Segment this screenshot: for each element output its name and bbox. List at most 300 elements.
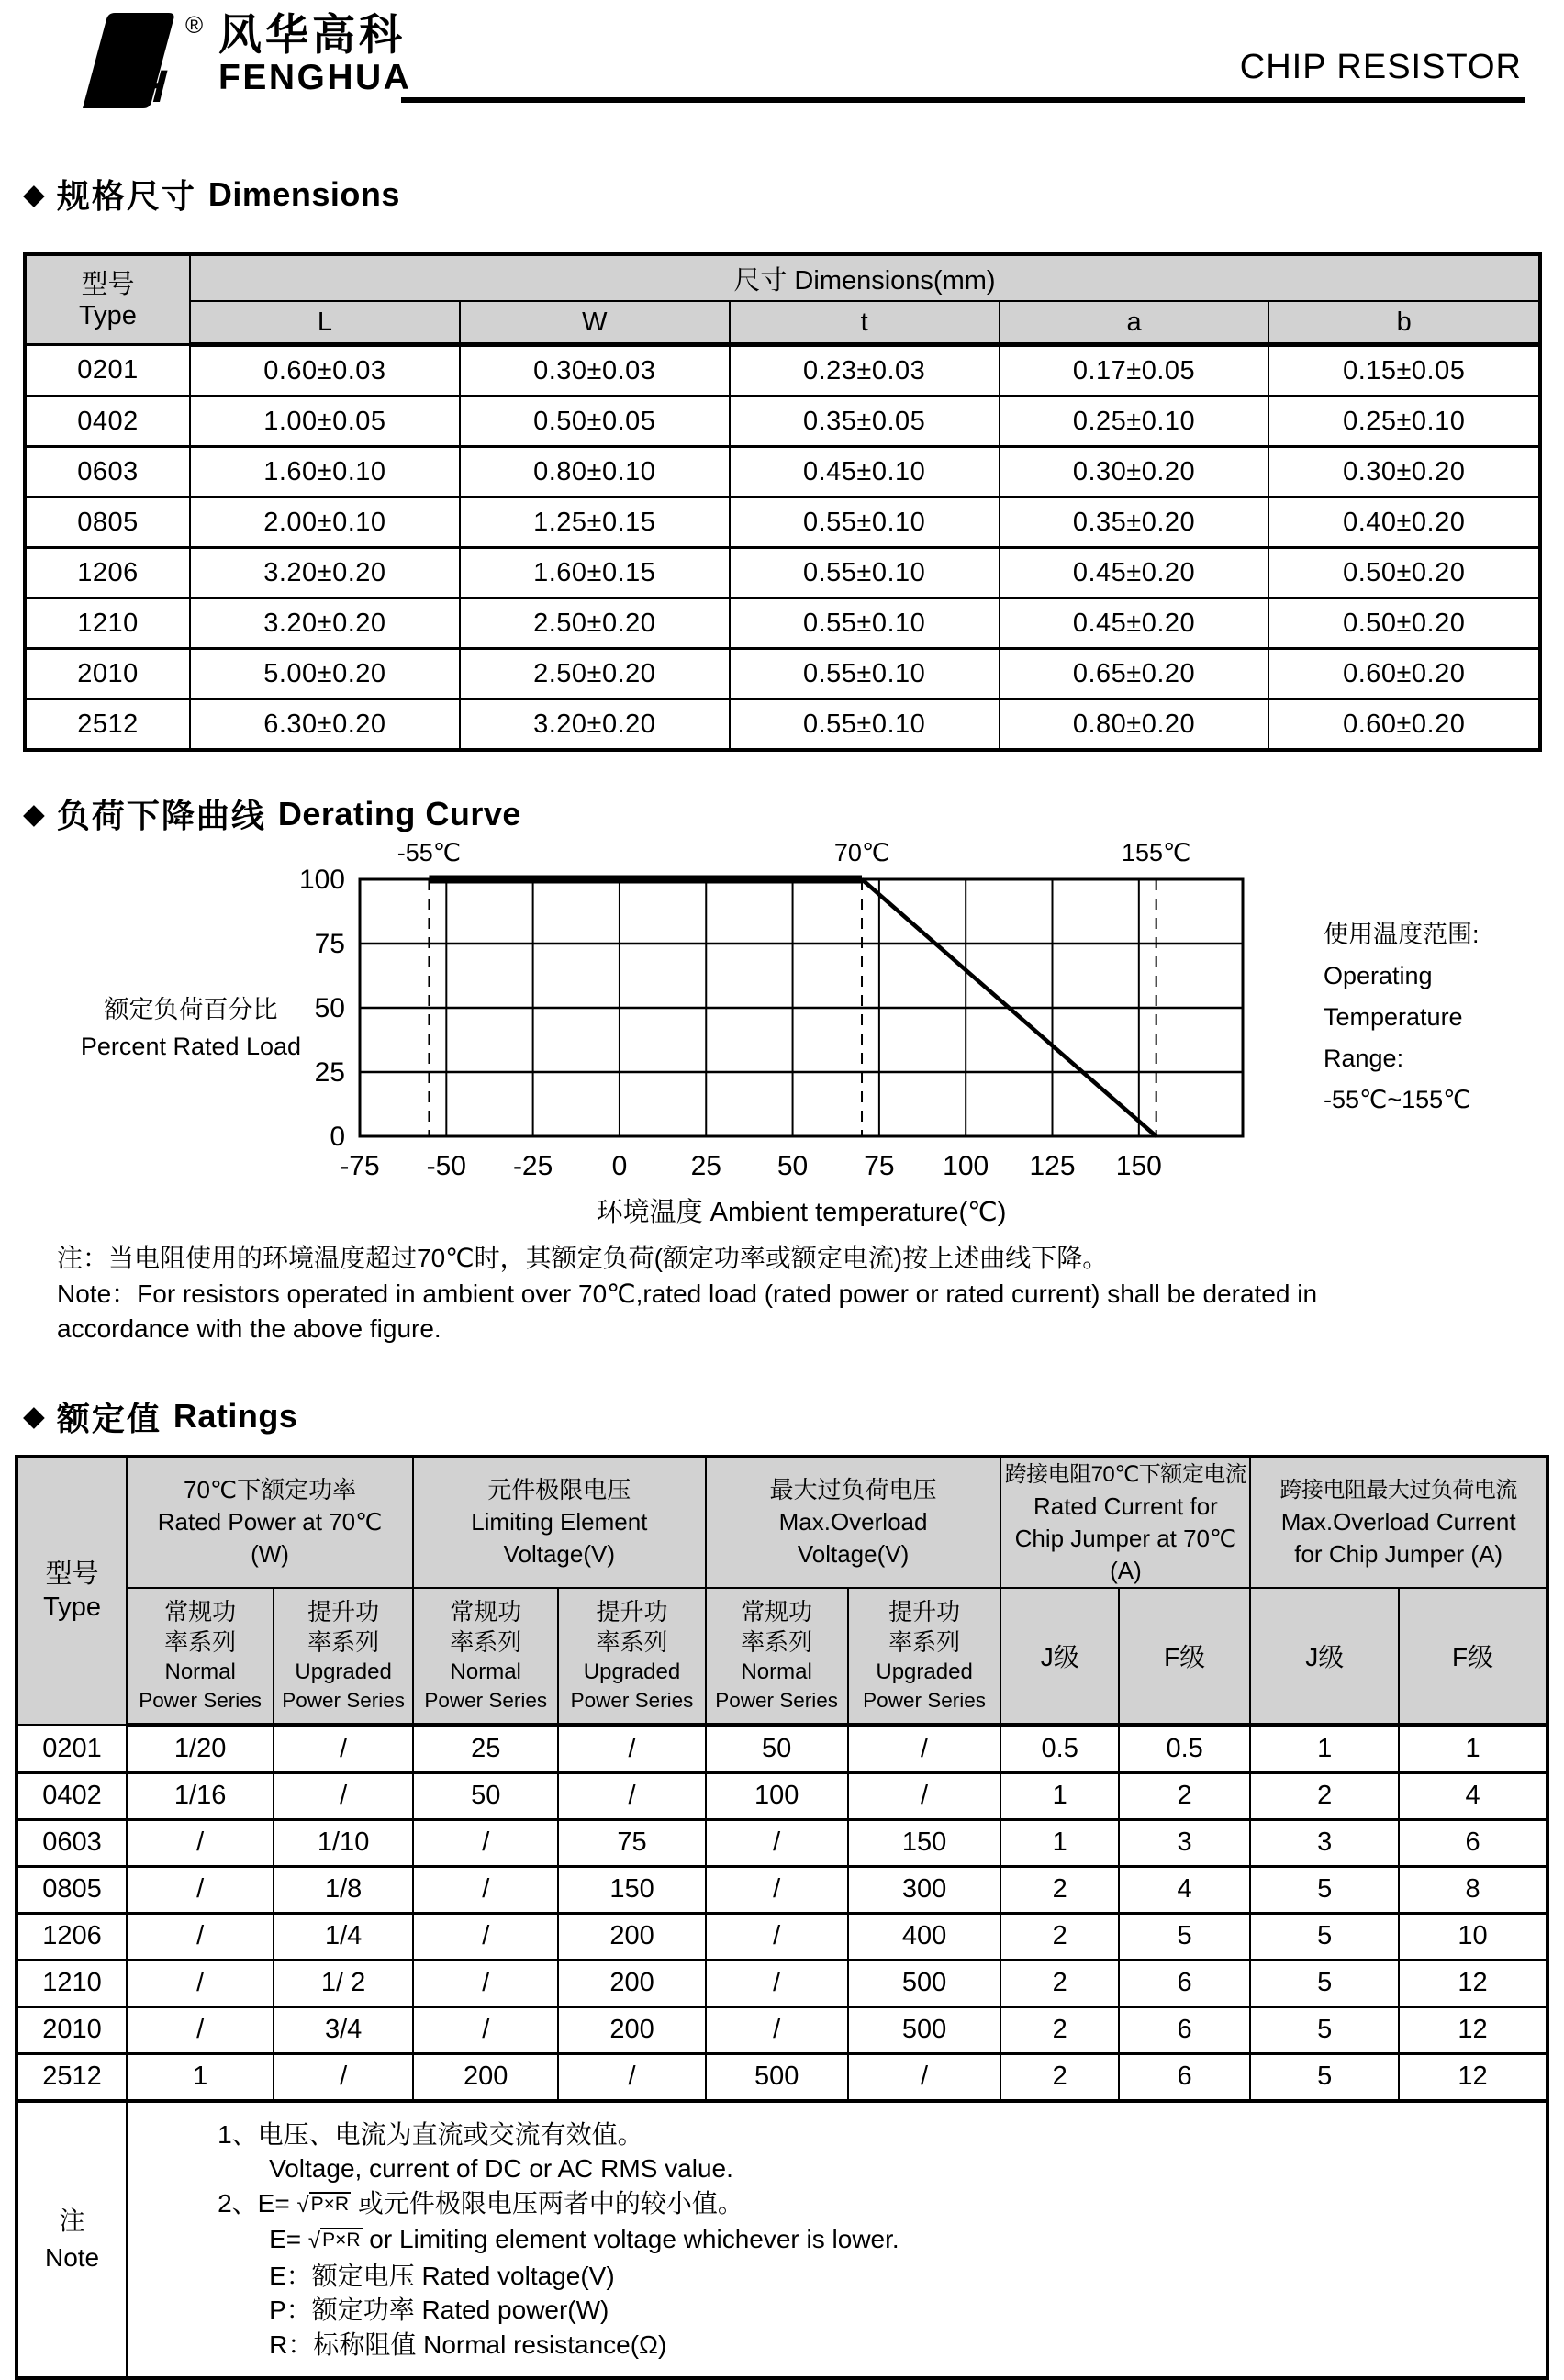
dimension-cell: 0.23±0.03 [730, 345, 1000, 397]
chart-x-axis-title: 环境温度 Ambient temperature(℃) [597, 1197, 1007, 1227]
dimension-cell: 0.50±0.20 [1268, 548, 1540, 598]
dimensions-column-header: a [1000, 301, 1269, 345]
table-row [25, 598, 1540, 649]
rating-cell: 2 [1000, 1866, 1118, 1913]
type-cell: 1210 [25, 598, 190, 649]
group-header-max-overload-voltage [706, 1457, 1001, 1588]
subheader-normal-power-series [413, 1588, 558, 1726]
rating-cell: / [706, 2006, 848, 2053]
chart-y-tick-label: 100 [299, 865, 345, 895]
dimension-cell: 0.65±0.20 [1000, 649, 1269, 699]
rating-cell: 3/4 [274, 2006, 413, 2053]
chart-x-tick-label: 100 [943, 1151, 989, 1181]
note-def-p: P：额定功率 Rated power(W) [218, 2293, 1536, 2328]
group-header-limiting-voltage [413, 1457, 706, 1588]
rating-cell: 1/ 2 [274, 1960, 413, 2006]
rating-cell: / [848, 2053, 1001, 2101]
diamond-icon: ◆ [23, 1400, 45, 1433]
table-row [17, 1866, 1547, 1913]
rating-cell: 4 [1399, 1772, 1547, 1819]
type-cell: 1206 [25, 548, 190, 598]
dimensions-type-header [25, 254, 190, 345]
fenghua-logo-svg [79, 11, 182, 108]
derating-note-en-1: Note：For resistors operated in ambient over 70℃,rated load (rated power or rated current) shall be derated in [57, 1279, 1317, 1308]
registered-trademark-icon: ® [185, 11, 203, 39]
dimension-cell: 0.30±0.03 [460, 345, 730, 397]
chart-x-tick-label: 50 [777, 1151, 808, 1181]
table-row [17, 2053, 1547, 2101]
operating-temperature-range-note [1324, 914, 1480, 1121]
rating-cell: 200 [413, 2053, 558, 2101]
rating-cell: / [127, 2006, 274, 2053]
subheader-line: Power Series [849, 1686, 1000, 1715]
rating-cell: 5 [1250, 1866, 1399, 1913]
section-heading-derating [23, 790, 1564, 837]
subheader-upgraded-power-series [558, 1588, 705, 1726]
rating-cell: 2 [1250, 1772, 1399, 1819]
subheader-line: Power Series [414, 1686, 557, 1715]
note-def-e: E：额定电压 Rated voltage(V) [218, 2259, 1536, 2294]
group-line: 最大过负荷电压 [707, 1474, 1000, 1506]
dimension-cell: 0.55±0.10 [730, 699, 1000, 751]
type-header-zh: 型号 [27, 269, 189, 300]
rating-cell: 400 [848, 1913, 1001, 1960]
dimension-cell: 0.60±0.20 [1268, 699, 1540, 751]
note-label-en: Note [18, 2240, 126, 2276]
chart-temperature-label: 155℃ [1122, 839, 1190, 866]
group-line: (W) [128, 1538, 412, 1570]
rating-cell: 1/8 [274, 1866, 413, 1913]
type-header-en: Type [27, 300, 189, 331]
chart-x-tick-label: -75 [340, 1151, 379, 1181]
group-line: Voltage(V) [707, 1538, 1000, 1570]
note-text: or Limiting element voltage whichever is lower. [363, 2225, 899, 2253]
dimension-cell: 0.15±0.05 [1268, 345, 1540, 397]
type-cell: 2010 [17, 2006, 127, 2053]
chart-x-tick-label: 125 [1029, 1151, 1075, 1181]
chart-x-tick-label: 25 [691, 1151, 721, 1181]
rating-cell: / [127, 1913, 274, 1960]
dimension-cell: 0.35±0.05 [730, 397, 1000, 447]
rating-cell: 200 [558, 1960, 705, 2006]
subheader-f-grade: F级 [1399, 1588, 1547, 1726]
operating-range-line: Operating [1324, 955, 1480, 997]
subheader-j-grade: J级 [1250, 1588, 1399, 1726]
group-line: Rated Power at 70℃ [128, 1506, 412, 1538]
rating-cell: / [413, 2006, 558, 2053]
table-row [25, 548, 1540, 598]
type-cell: 0201 [17, 1725, 127, 1772]
derating-note [57, 1241, 1564, 1347]
ratings-table-body [17, 1725, 1547, 2101]
subheader-line: Upgraded [849, 1658, 1000, 1686]
chart-temperature-label: 70℃ [834, 839, 889, 866]
rating-cell: 1 [127, 2053, 274, 2101]
dimensions-table [23, 252, 1542, 752]
operating-range-line: Range: [1324, 1038, 1480, 1079]
note-text: 或元件极限电压两者中的较小值。 [351, 2189, 743, 2218]
dimensions-column-header: W [460, 301, 730, 345]
subheader-line: 提升功 [274, 1597, 412, 1627]
rating-cell: 1 [1000, 1819, 1118, 1866]
dimension-cell: 0.50±0.20 [1268, 598, 1540, 649]
type-cell: 0805 [17, 1866, 127, 1913]
ratings-header-row-2 [17, 1588, 1547, 1726]
subheader-line: Upgraded [274, 1658, 412, 1686]
derating-chart [0, 837, 1564, 1237]
dimension-cell: 2.50±0.20 [460, 649, 730, 699]
operating-range-line: -55℃~155℃ [1324, 1079, 1480, 1121]
table-row [17, 1819, 1547, 1866]
group-line: Chip Jumper at 70℃(A) [1001, 1523, 1249, 1587]
rating-cell: / [706, 1960, 848, 2006]
type-cell: 0603 [25, 447, 190, 497]
subheader-line: 率系列 [274, 1627, 412, 1658]
ratings-table [15, 1455, 1549, 2380]
subheader-line: Normal [128, 1658, 273, 1686]
rating-cell: 6 [1119, 2006, 1250, 2053]
dimension-cell: 0.40±0.20 [1268, 497, 1540, 548]
table-row [17, 1725, 1547, 1772]
rating-cell: 12 [1399, 2053, 1547, 2101]
ratings-type-header [17, 1457, 127, 1726]
sqrt-icon: √ [308, 2229, 320, 2253]
page-title: CHIP RESISTOR [1240, 48, 1522, 87]
rating-cell: / [848, 1725, 1001, 1772]
subheader-line: Power Series [128, 1686, 273, 1715]
rating-cell: / [127, 1866, 274, 1913]
group-header-rated-power [127, 1457, 413, 1588]
rating-cell: 12 [1399, 1960, 1547, 2006]
rating-cell: / [274, 1725, 413, 1772]
logo-text [218, 13, 411, 95]
section-heading-ratings [23, 1393, 1564, 1440]
rating-cell: 150 [558, 1866, 705, 1913]
heading-zh: 负荷下降曲线 [57, 790, 266, 837]
dimension-cell: 0.45±0.10 [730, 447, 1000, 497]
rating-cell: 2 [1000, 2006, 1118, 2053]
rating-cell: 5 [1250, 2006, 1399, 2053]
chart-x-tick-label: -25 [513, 1151, 553, 1181]
subheader-line: 率系列 [849, 1627, 1000, 1658]
rating-cell: / [127, 1819, 274, 1866]
subheader-line: Power Series [559, 1686, 704, 1715]
rating-cell: 5 [1250, 2053, 1399, 2101]
rating-cell: 100 [706, 1772, 848, 1819]
dimension-cell: 0.60±0.03 [190, 345, 460, 397]
diamond-icon: ◆ [23, 798, 45, 831]
note-line-1-en: Voltage, current of DC or AC RMS value. [218, 2151, 1536, 2186]
note-label-zh: 注 [18, 2203, 126, 2240]
note-line-2-en [218, 2222, 1536, 2259]
type-cell: 1206 [17, 1913, 127, 1960]
dimension-cell: 2.00±0.10 [190, 497, 460, 548]
rating-cell: / [413, 1960, 558, 2006]
rating-cell: 1/16 [127, 1772, 274, 1819]
rating-cell: 1 [1399, 1725, 1547, 1772]
rating-cell: / [706, 1913, 848, 1960]
rating-cell: 5 [1250, 1960, 1399, 2006]
rating-cell: 50 [413, 1772, 558, 1819]
rating-cell: / [706, 1819, 848, 1866]
table-row [25, 397, 1540, 447]
logo-monogram-f: F [123, 18, 162, 67]
dimension-cell: 2.50±0.20 [460, 598, 730, 649]
group-line: 元件极限电压 [414, 1474, 705, 1506]
rating-cell: 5 [1119, 1913, 1250, 1960]
table-row [25, 649, 1540, 699]
note-body-cell [127, 2101, 1547, 2379]
chart-y-tick-label: 50 [315, 993, 345, 1023]
rating-cell: 300 [848, 1866, 1001, 1913]
heading-en: Ratings [173, 1397, 298, 1436]
rating-cell: 2 [1000, 1960, 1118, 2006]
subheader-line: Power Series [707, 1686, 847, 1715]
rating-cell: 200 [558, 1913, 705, 1960]
rating-cell: 500 [848, 1960, 1001, 2006]
dimensions-header-row-2 [25, 301, 1540, 345]
subheader-line: Normal [414, 1658, 557, 1686]
rating-cell: 2 [1000, 1913, 1118, 1960]
type-header-en: Type [18, 1591, 126, 1624]
subheader-line: 常规功 [414, 1597, 557, 1627]
type-cell: 2512 [17, 2053, 127, 2101]
ratings-note-row [17, 2101, 1547, 2379]
rating-cell: / [127, 1960, 274, 2006]
diamond-icon: ◆ [23, 178, 45, 211]
group-header-max-overload-current-jumper [1250, 1457, 1547, 1588]
chart-x-tick-label: -50 [427, 1151, 466, 1181]
subheader-normal-power-series [127, 1588, 274, 1726]
heading-en: Derating Curve [278, 795, 521, 833]
rating-cell: 1/20 [127, 1725, 274, 1772]
chart-temperature-label: -55℃ [397, 839, 461, 866]
heading-zh: 额定值 [57, 1393, 162, 1440]
subheader-line: 率系列 [559, 1627, 704, 1658]
dimensions-column-header: b [1268, 301, 1540, 345]
dimension-cell: 0.30±0.20 [1000, 447, 1269, 497]
rating-cell: / [413, 1913, 558, 1960]
table-row [17, 2006, 1547, 2053]
subheader-j-grade: J级 [1000, 1588, 1118, 1726]
group-header-rated-current-jumper [1000, 1457, 1250, 1588]
group-line: 跨接电阻70℃下额定电流 [1001, 1458, 1249, 1491]
rating-cell: / [413, 1819, 558, 1866]
group-line: Max.Overload Current [1251, 1506, 1546, 1538]
dimension-cell: 0.80±0.10 [460, 447, 730, 497]
subheader-line: 率系列 [414, 1627, 557, 1658]
type-cell: 2512 [25, 699, 190, 751]
type-cell: 0402 [25, 397, 190, 447]
rating-cell: / [558, 1772, 705, 1819]
dimension-cell: 5.00±0.20 [190, 649, 460, 699]
dimensions-header-row-1 [25, 254, 1540, 301]
rating-cell: / [558, 1725, 705, 1772]
dimension-cell: 0.55±0.10 [730, 548, 1000, 598]
chart-x-tick-label: 0 [612, 1151, 628, 1181]
group-line: Rated Current for [1001, 1491, 1249, 1523]
header-rule [401, 97, 1525, 103]
rating-cell: 12 [1399, 2006, 1547, 2053]
note-line-1-zh: 1、电压、电流为直流或交流有效值。 [218, 2117, 1536, 2152]
rating-cell: / [274, 1772, 413, 1819]
derating-note-en-2: accordance with the above figure. [57, 1314, 441, 1343]
dimensions-table-body [25, 345, 1540, 751]
group-line: for Chip Jumper (A) [1251, 1538, 1546, 1570]
rating-cell: 50 [706, 1725, 848, 1772]
rating-cell: 2 [1119, 1772, 1250, 1819]
subheader-line: Upgraded [559, 1658, 704, 1686]
subheader-upgraded-power-series [848, 1588, 1001, 1726]
rating-cell: 25 [413, 1725, 558, 1772]
dimension-cell: 1.00±0.05 [190, 397, 460, 447]
rating-cell: / [274, 2053, 413, 2101]
logo-name-zh: 风华高科 [218, 13, 411, 56]
sqrt-radicand: P×R [309, 2192, 351, 2215]
table-row [25, 699, 1540, 751]
operating-range-line: Temperature [1324, 997, 1480, 1038]
rating-cell: / [706, 1866, 848, 1913]
rating-cell: 0.5 [1119, 1725, 1250, 1772]
dimensions-column-header: t [730, 301, 1000, 345]
rating-cell: 2 [1000, 2053, 1118, 2101]
rating-cell: 150 [848, 1819, 1001, 1866]
type-cell: 0201 [25, 345, 190, 397]
table-row [17, 1772, 1547, 1819]
group-line: 跨接电阻最大过负荷电流 [1251, 1474, 1546, 1506]
table-row [25, 497, 1540, 548]
dimension-cell: 0.55±0.10 [730, 497, 1000, 548]
dimension-cell: 0.30±0.20 [1268, 447, 1540, 497]
dimension-cell: 0.45±0.20 [1000, 548, 1269, 598]
dimension-cell: 0.60±0.20 [1268, 649, 1540, 699]
type-cell: 0603 [17, 1819, 127, 1866]
y-axis-label-en: Percent Rated Load [64, 1028, 318, 1065]
type-header-zh: 型号 [18, 1558, 126, 1591]
chart-x-tick-label: 150 [1116, 1151, 1162, 1181]
note-text: E= [269, 2225, 308, 2253]
chart-y-tick-label: 25 [315, 1057, 345, 1088]
rating-cell: 1 [1250, 1725, 1399, 1772]
subheader-line: 提升功 [849, 1597, 1000, 1627]
ratings-note-section [17, 2101, 1547, 2379]
page-header [0, 0, 1564, 110]
table-row [25, 447, 1540, 497]
rating-cell: 200 [558, 2006, 705, 2053]
derating-note-zh: 注：当电阻使用的环境温度超过70℃时，其额定负荷(额定功率或额定电流)按上述曲线下降。 [57, 1244, 1108, 1272]
chart-x-tick-label: 75 [864, 1151, 894, 1181]
dimension-cell: 0.25±0.10 [1000, 397, 1269, 447]
section-heading-dimensions [23, 171, 1564, 218]
dimension-cell: 6.30±0.20 [190, 699, 460, 751]
table-row [17, 1960, 1547, 2006]
rating-cell: 75 [558, 1819, 705, 1866]
subheader-line: 提升功 [559, 1597, 704, 1627]
rating-cell: 6 [1399, 1819, 1547, 1866]
group-line: Limiting Element [414, 1506, 705, 1538]
rating-cell: 4 [1119, 1866, 1250, 1913]
y-axis-label-zh: 额定负荷百分比 [64, 991, 318, 1028]
rating-cell: 6 [1119, 1960, 1250, 2006]
note-text: 2、E= [218, 2189, 296, 2218]
subheader-line: 率系列 [128, 1627, 273, 1658]
operating-range-line: 使用温度范围: [1324, 914, 1480, 955]
rating-cell: 6 [1119, 2053, 1250, 2101]
table-row [25, 345, 1540, 397]
rating-cell: 0.5 [1000, 1725, 1118, 1772]
dimension-cell: 1.60±0.10 [190, 447, 460, 497]
subheader-line: Normal [707, 1658, 847, 1686]
table-row [17, 1913, 1547, 1960]
rating-cell: 10 [1399, 1913, 1547, 1960]
derating-chart-svg [275, 837, 1276, 1237]
rating-cell: / [558, 2053, 705, 2101]
heading-en: Dimensions [208, 175, 400, 214]
rating-cell: 1 [1000, 1772, 1118, 1819]
subheader-line: 常规功 [707, 1597, 847, 1627]
sqrt-radicand: P×R [320, 2228, 362, 2251]
type-cell: 2010 [25, 649, 190, 699]
dimension-cell: 0.55±0.10 [730, 649, 1000, 699]
rating-cell: 5 [1250, 1913, 1399, 1960]
type-cell: 1210 [17, 1960, 127, 2006]
group-line: 70℃下额定功率 [128, 1474, 412, 1506]
subheader-f-grade: F级 [1119, 1588, 1250, 1726]
group-line: Voltage(V) [414, 1538, 705, 1570]
dimension-cell: 1.25±0.15 [460, 497, 730, 548]
logo-monogram-h: H [128, 61, 173, 112]
heading-zh: 规格尺寸 [57, 171, 196, 218]
dimension-cell: 3.20±0.20 [190, 598, 460, 649]
rating-cell: 8 [1399, 1866, 1547, 1913]
dimensions-column-header: L [190, 301, 460, 345]
dimension-cell: 1.60±0.15 [460, 548, 730, 598]
chart-y-tick-label: 0 [330, 1122, 345, 1152]
sqrt-icon: √ [296, 2193, 308, 2218]
chart-y-tick-label: 75 [315, 929, 345, 959]
dimension-cell: 3.20±0.20 [460, 699, 730, 751]
dimension-cell: 0.25±0.10 [1268, 397, 1540, 447]
subheader-line: Power Series [274, 1686, 412, 1715]
rating-cell: 3 [1250, 1819, 1399, 1866]
note-def-r: R：标称阻值 Normal resistance(Ω) [218, 2328, 1536, 2363]
note-line-2-zh [218, 2186, 1536, 2223]
rating-cell: 1/4 [274, 1913, 413, 1960]
ratings-header-row-1 [17, 1457, 1547, 1588]
type-cell: 0805 [25, 497, 190, 548]
subheader-normal-power-series [706, 1588, 848, 1726]
dimension-cell: 0.50±0.05 [460, 397, 730, 447]
dimension-cell: 0.45±0.20 [1000, 598, 1269, 649]
group-line: Max.Overload [707, 1506, 1000, 1538]
dimension-cell: 3.20±0.20 [190, 548, 460, 598]
dimensions-span-header: 尺寸 Dimensions(mm) [190, 254, 1540, 301]
fenghua-logo-icon [79, 11, 182, 113]
rating-cell: 500 [848, 2006, 1001, 2053]
dimension-cell: 0.55±0.10 [730, 598, 1000, 649]
subheader-line: 率系列 [707, 1627, 847, 1658]
dimension-cell: 0.17±0.05 [1000, 345, 1269, 397]
subheader-upgraded-power-series [274, 1588, 413, 1726]
dimension-cell: 0.35±0.20 [1000, 497, 1269, 548]
rating-cell: 1/10 [274, 1819, 413, 1866]
rating-cell: 3 [1119, 1819, 1250, 1866]
rating-cell: / [413, 1866, 558, 1913]
rating-cell: 500 [706, 2053, 848, 2101]
logo-name-en: FENGHUA [218, 60, 411, 95]
subheader-line: 常规功 [128, 1597, 273, 1627]
note-label-cell [17, 2101, 127, 2379]
